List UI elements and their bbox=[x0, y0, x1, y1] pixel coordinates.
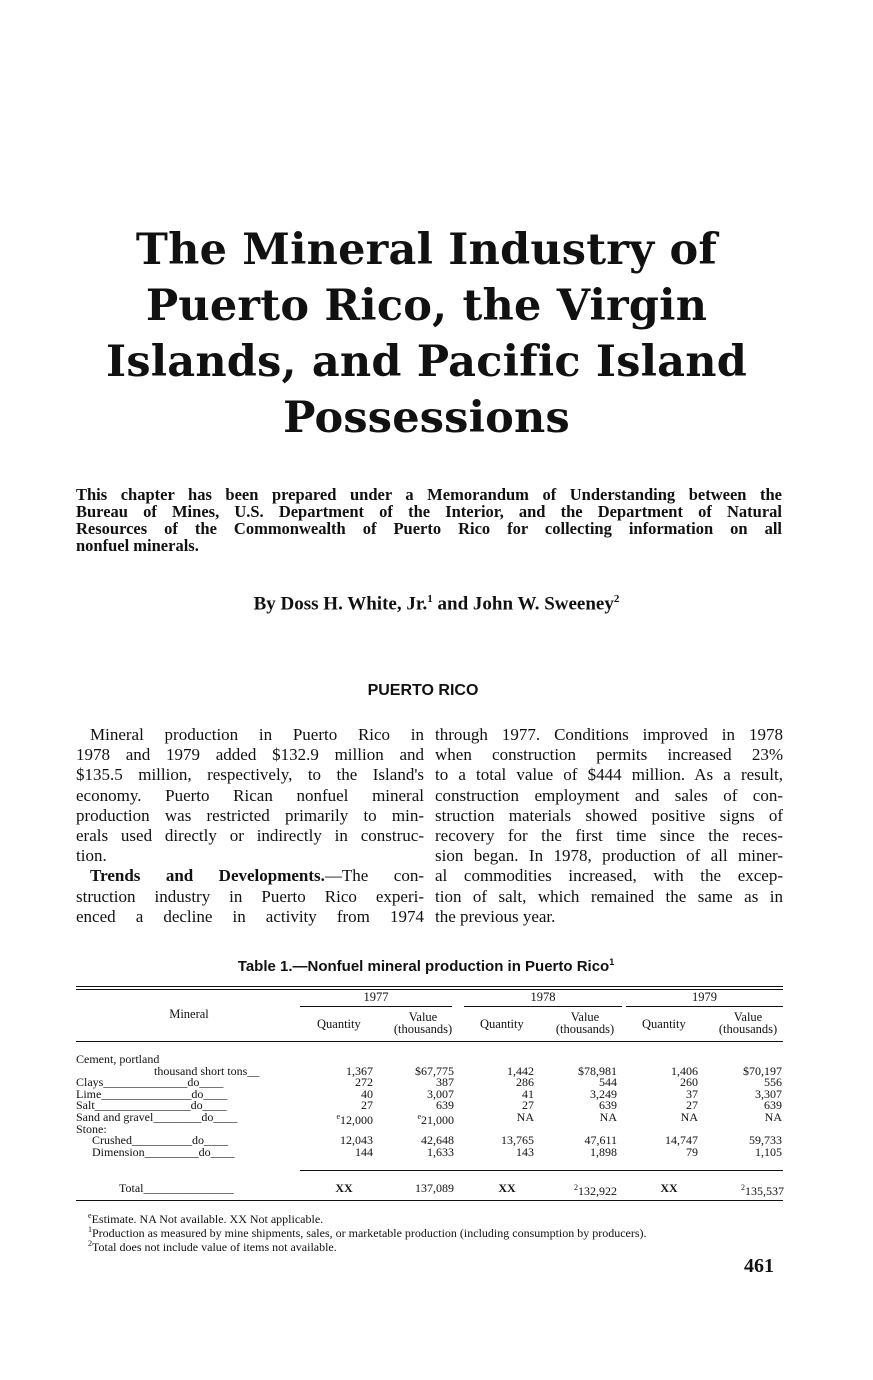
total-cell bbox=[547, 1182, 617, 1198]
title-line: Possessions bbox=[283, 393, 570, 443]
body-line: $135.5 million, respectively, to the Island's bbox=[76, 765, 424, 785]
cell-value: 27 bbox=[686, 1098, 698, 1113]
body-line: erals used directly or indirectly in construc- bbox=[76, 826, 424, 846]
table-cell bbox=[712, 1146, 782, 1159]
body-line: sion began. In 1978, production of all miner- bbox=[435, 846, 783, 866]
body-line: struction industry in Puerto Rico experi- bbox=[76, 886, 424, 906]
table-cell bbox=[628, 1146, 698, 1159]
cell-value: 47,611 bbox=[584, 1133, 617, 1148]
row-leader: ________do____ bbox=[153, 1110, 238, 1124]
table-cell bbox=[628, 1111, 698, 1124]
body-column-right bbox=[435, 725, 783, 927]
cell-value: 21,000 bbox=[421, 1113, 454, 1127]
year-group-rule bbox=[626, 1006, 783, 1007]
trends-heading: Trends and Developments. bbox=[90, 866, 325, 886]
author-byline bbox=[0, 593, 873, 615]
cell-value: 1,633 bbox=[427, 1144, 454, 1159]
cell-value: 12,043 bbox=[340, 1133, 373, 1148]
memo-line: nonfuel minerals. bbox=[76, 536, 199, 555]
body-line: Mineral production in Puerto Rico in bbox=[90, 725, 424, 744]
cell-value: 59,733 bbox=[749, 1133, 782, 1148]
body-line: construction employment and sales of con- bbox=[435, 785, 783, 805]
cell-value: 135,537 bbox=[745, 1184, 784, 1198]
cell-value: 639 bbox=[764, 1098, 782, 1113]
cell-value: 132,922 bbox=[578, 1184, 617, 1198]
cell-value: 143 bbox=[516, 1144, 534, 1159]
body-line: economy. Puerto Rican nonfuel mineral bbox=[76, 785, 424, 805]
body-line: the previous year. bbox=[435, 906, 556, 926]
total-cell bbox=[324, 1182, 364, 1195]
table-cell bbox=[384, 1146, 454, 1159]
table-cell bbox=[303, 1146, 373, 1159]
total-label bbox=[119, 1182, 234, 1195]
total-cell bbox=[649, 1182, 689, 1195]
mineral-header: Mineral bbox=[169, 1007, 209, 1021]
cell-value: 639 bbox=[599, 1098, 617, 1113]
cell-value: 1,367 bbox=[346, 1063, 373, 1078]
year-group-rule bbox=[300, 1006, 452, 1007]
footnote-mark: 2 bbox=[88, 1239, 92, 1248]
cell-value: $70,197 bbox=[743, 1063, 782, 1078]
total-cell bbox=[384, 1182, 454, 1195]
footnote-text: Production as measured by mine shipments, sales, or marketable production (including consumption by producers). bbox=[92, 1226, 647, 1240]
row-label-text: Clays bbox=[76, 1075, 104, 1090]
row-leader: _________do____ bbox=[144, 1144, 235, 1159]
body-line: tion. bbox=[76, 846, 107, 866]
cell-value: XX bbox=[660, 1181, 678, 1195]
row-label-text: thousand short tons bbox=[154, 1063, 248, 1078]
estimate-mark: e bbox=[336, 1112, 340, 1121]
total-label-text: Total bbox=[119, 1181, 144, 1195]
memo-line: Bureau of Mines, U.S. Department of the Interior, and the Department of Natural bbox=[76, 502, 782, 521]
total-cell bbox=[714, 1182, 784, 1198]
total-rule bbox=[300, 1170, 783, 1171]
row-label-text: Salt bbox=[76, 1098, 95, 1113]
total-footnote-ref: 2 bbox=[574, 1183, 578, 1192]
cell-value: $78,981 bbox=[578, 1063, 617, 1078]
cell-value: 544 bbox=[599, 1075, 617, 1090]
memorandum-note bbox=[76, 486, 782, 554]
cell-value: XX bbox=[498, 1181, 516, 1195]
cell-value: 639 bbox=[436, 1098, 454, 1113]
year-header: 1979 bbox=[692, 990, 717, 1004]
body-column-left bbox=[76, 725, 424, 927]
cell-value: 260 bbox=[680, 1075, 698, 1090]
table-cell bbox=[464, 1146, 534, 1159]
cell-value: 41 bbox=[522, 1086, 534, 1101]
body-line: to a total value of $444 million. As a result, bbox=[435, 765, 783, 785]
cell-value: 79 bbox=[686, 1144, 698, 1159]
row-label-text: Dimension bbox=[92, 1144, 145, 1159]
cell-value: $67,775 bbox=[415, 1063, 454, 1078]
table-header-rule bbox=[76, 1041, 783, 1042]
body-line: when construction permits increased 23% bbox=[435, 745, 783, 765]
memo-line: Resources of the Commonwealth of Puerto Rico for collecting information on all bbox=[76, 519, 782, 538]
body-line: production was restricted primarily to min- bbox=[76, 805, 424, 825]
cell-value: NA bbox=[516, 1110, 534, 1124]
table-caption-ref: 1 bbox=[609, 957, 615, 967]
cell-value: 3,007 bbox=[427, 1086, 454, 1101]
row-label-text: Stone: bbox=[76, 1121, 107, 1136]
cell-value: 14,747 bbox=[665, 1133, 698, 1148]
row-leader: ________________do____ bbox=[94, 1098, 227, 1113]
memo-line: This chapter has been prepared under a Memorandum of Understanding between the bbox=[76, 485, 782, 504]
cell-value: 27 bbox=[361, 1098, 373, 1113]
quantity-header: Quantity bbox=[480, 1017, 524, 1031]
body-line: through 1977. Conditions improved in 1978 bbox=[435, 725, 783, 744]
cell-value: XX bbox=[335, 1181, 353, 1195]
chapter-title bbox=[80, 222, 773, 446]
footnote bbox=[88, 1239, 337, 1255]
row-leader: ______________do____ bbox=[103, 1075, 224, 1090]
row-leader: __________do____ bbox=[132, 1133, 228, 1148]
cell-value: 13,765 bbox=[501, 1133, 534, 1148]
quantity-header: Quantity bbox=[642, 1017, 686, 1031]
cell-value: 387 bbox=[436, 1075, 454, 1090]
estimate-mark: e bbox=[417, 1112, 421, 1121]
cell-value: 40 bbox=[361, 1086, 373, 1101]
body-text: —The con- bbox=[324, 866, 425, 886]
table-cell bbox=[384, 1111, 454, 1127]
row-label bbox=[76, 1053, 159, 1066]
cell-value: 1,898 bbox=[590, 1144, 617, 1159]
table-caption-text: Table 1.—Nonfuel mineral production in Puerto Rico bbox=[237, 958, 610, 975]
cell-value: 3,249 bbox=[590, 1086, 617, 1101]
byline-first-author: By Doss H. White, Jr. bbox=[253, 593, 428, 615]
cell-value: 144 bbox=[355, 1144, 373, 1159]
row-label bbox=[92, 1146, 235, 1159]
row-label-text: Sand and gravel bbox=[76, 1110, 154, 1124]
cell-value: 27 bbox=[522, 1098, 534, 1113]
cell-value: 1,105 bbox=[755, 1144, 782, 1159]
body-line: recovery for the first time since the reces- bbox=[435, 826, 783, 846]
cell-value: 1,406 bbox=[671, 1063, 698, 1078]
footnote-text: Total does not include value of items not available. bbox=[92, 1240, 337, 1254]
quantity-header: Quantity bbox=[317, 1017, 361, 1031]
body-line bbox=[76, 866, 424, 886]
row-leader: _______________ bbox=[143, 1181, 234, 1195]
body-line: enced a decline in activity from 1974 bbox=[76, 906, 424, 926]
cell-value: 286 bbox=[516, 1075, 534, 1090]
table-cell bbox=[464, 1111, 534, 1124]
section-heading: PUERTO RICO bbox=[367, 682, 479, 699]
cell-value: 272 bbox=[355, 1075, 373, 1090]
total-footnote-ref: 2 bbox=[741, 1183, 745, 1192]
table-bottom-rule bbox=[76, 1200, 783, 1201]
cell-value: 556 bbox=[764, 1075, 782, 1090]
value-header: (thousands) bbox=[718, 1022, 778, 1036]
value-header: (thousands) bbox=[393, 1022, 453, 1036]
table-caption bbox=[0, 957, 852, 975]
cell-value: NA bbox=[680, 1110, 698, 1124]
table-cell bbox=[712, 1111, 782, 1124]
total-cell bbox=[487, 1182, 527, 1195]
row-label-text: Lime bbox=[76, 1086, 102, 1101]
table-top-rule bbox=[76, 989, 783, 990]
title-line: Islands, and Pacific Island bbox=[106, 337, 747, 387]
body-line: 1978 and 1979 added $132.9 million and bbox=[76, 745, 424, 765]
title-line: Puerto Rico, the Virgin bbox=[145, 281, 708, 331]
body-line: al commodities increased, with the excep- bbox=[435, 866, 783, 886]
table-cell bbox=[547, 1146, 617, 1159]
cell-value: 42,648 bbox=[421, 1133, 454, 1148]
value-header: Value bbox=[408, 1010, 438, 1024]
row-label-text: Crushed bbox=[92, 1133, 132, 1148]
byline-second-author: and John W. Sweeney bbox=[432, 593, 614, 615]
row-leader: _______________do____ bbox=[101, 1086, 228, 1101]
table-top-rule bbox=[76, 986, 783, 987]
author-footnote-ref: 2 bbox=[613, 593, 620, 605]
author-footnote-ref: 1 bbox=[427, 593, 433, 605]
cell-value: 12,000 bbox=[340, 1113, 373, 1127]
cell-value: 37 bbox=[686, 1086, 698, 1101]
title-line: The Mineral Industry of bbox=[135, 225, 718, 275]
footnote-mark: e bbox=[88, 1211, 92, 1220]
footnote-text: Estimate. NA Not available. XX Not applicable. bbox=[91, 1212, 324, 1226]
footnote-mark: 1 bbox=[88, 1225, 92, 1234]
page-number: 461 bbox=[744, 1255, 774, 1277]
cell-value: 137,089 bbox=[415, 1181, 454, 1195]
value-header: (thousands) bbox=[555, 1022, 615, 1036]
year-header: 1977 bbox=[363, 990, 389, 1004]
body-line: tion of salt, which remained the same as in bbox=[435, 886, 783, 906]
value-header: Value bbox=[733, 1010, 763, 1024]
table-cell bbox=[547, 1111, 617, 1124]
cell-value: NA bbox=[764, 1110, 782, 1124]
cell-value: 3,307 bbox=[755, 1086, 782, 1101]
table-cell bbox=[303, 1111, 373, 1127]
year-header: 1978 bbox=[530, 990, 556, 1004]
body-line: struction materials showed positive signs of bbox=[435, 805, 783, 825]
year-group-rule bbox=[464, 1006, 622, 1007]
value-header: Value bbox=[570, 1010, 600, 1024]
row-leader: __ bbox=[247, 1063, 260, 1078]
cell-value: 1,442 bbox=[507, 1063, 534, 1078]
cell-value: NA bbox=[599, 1110, 617, 1124]
row-label-text: Cement, portland bbox=[76, 1052, 160, 1066]
